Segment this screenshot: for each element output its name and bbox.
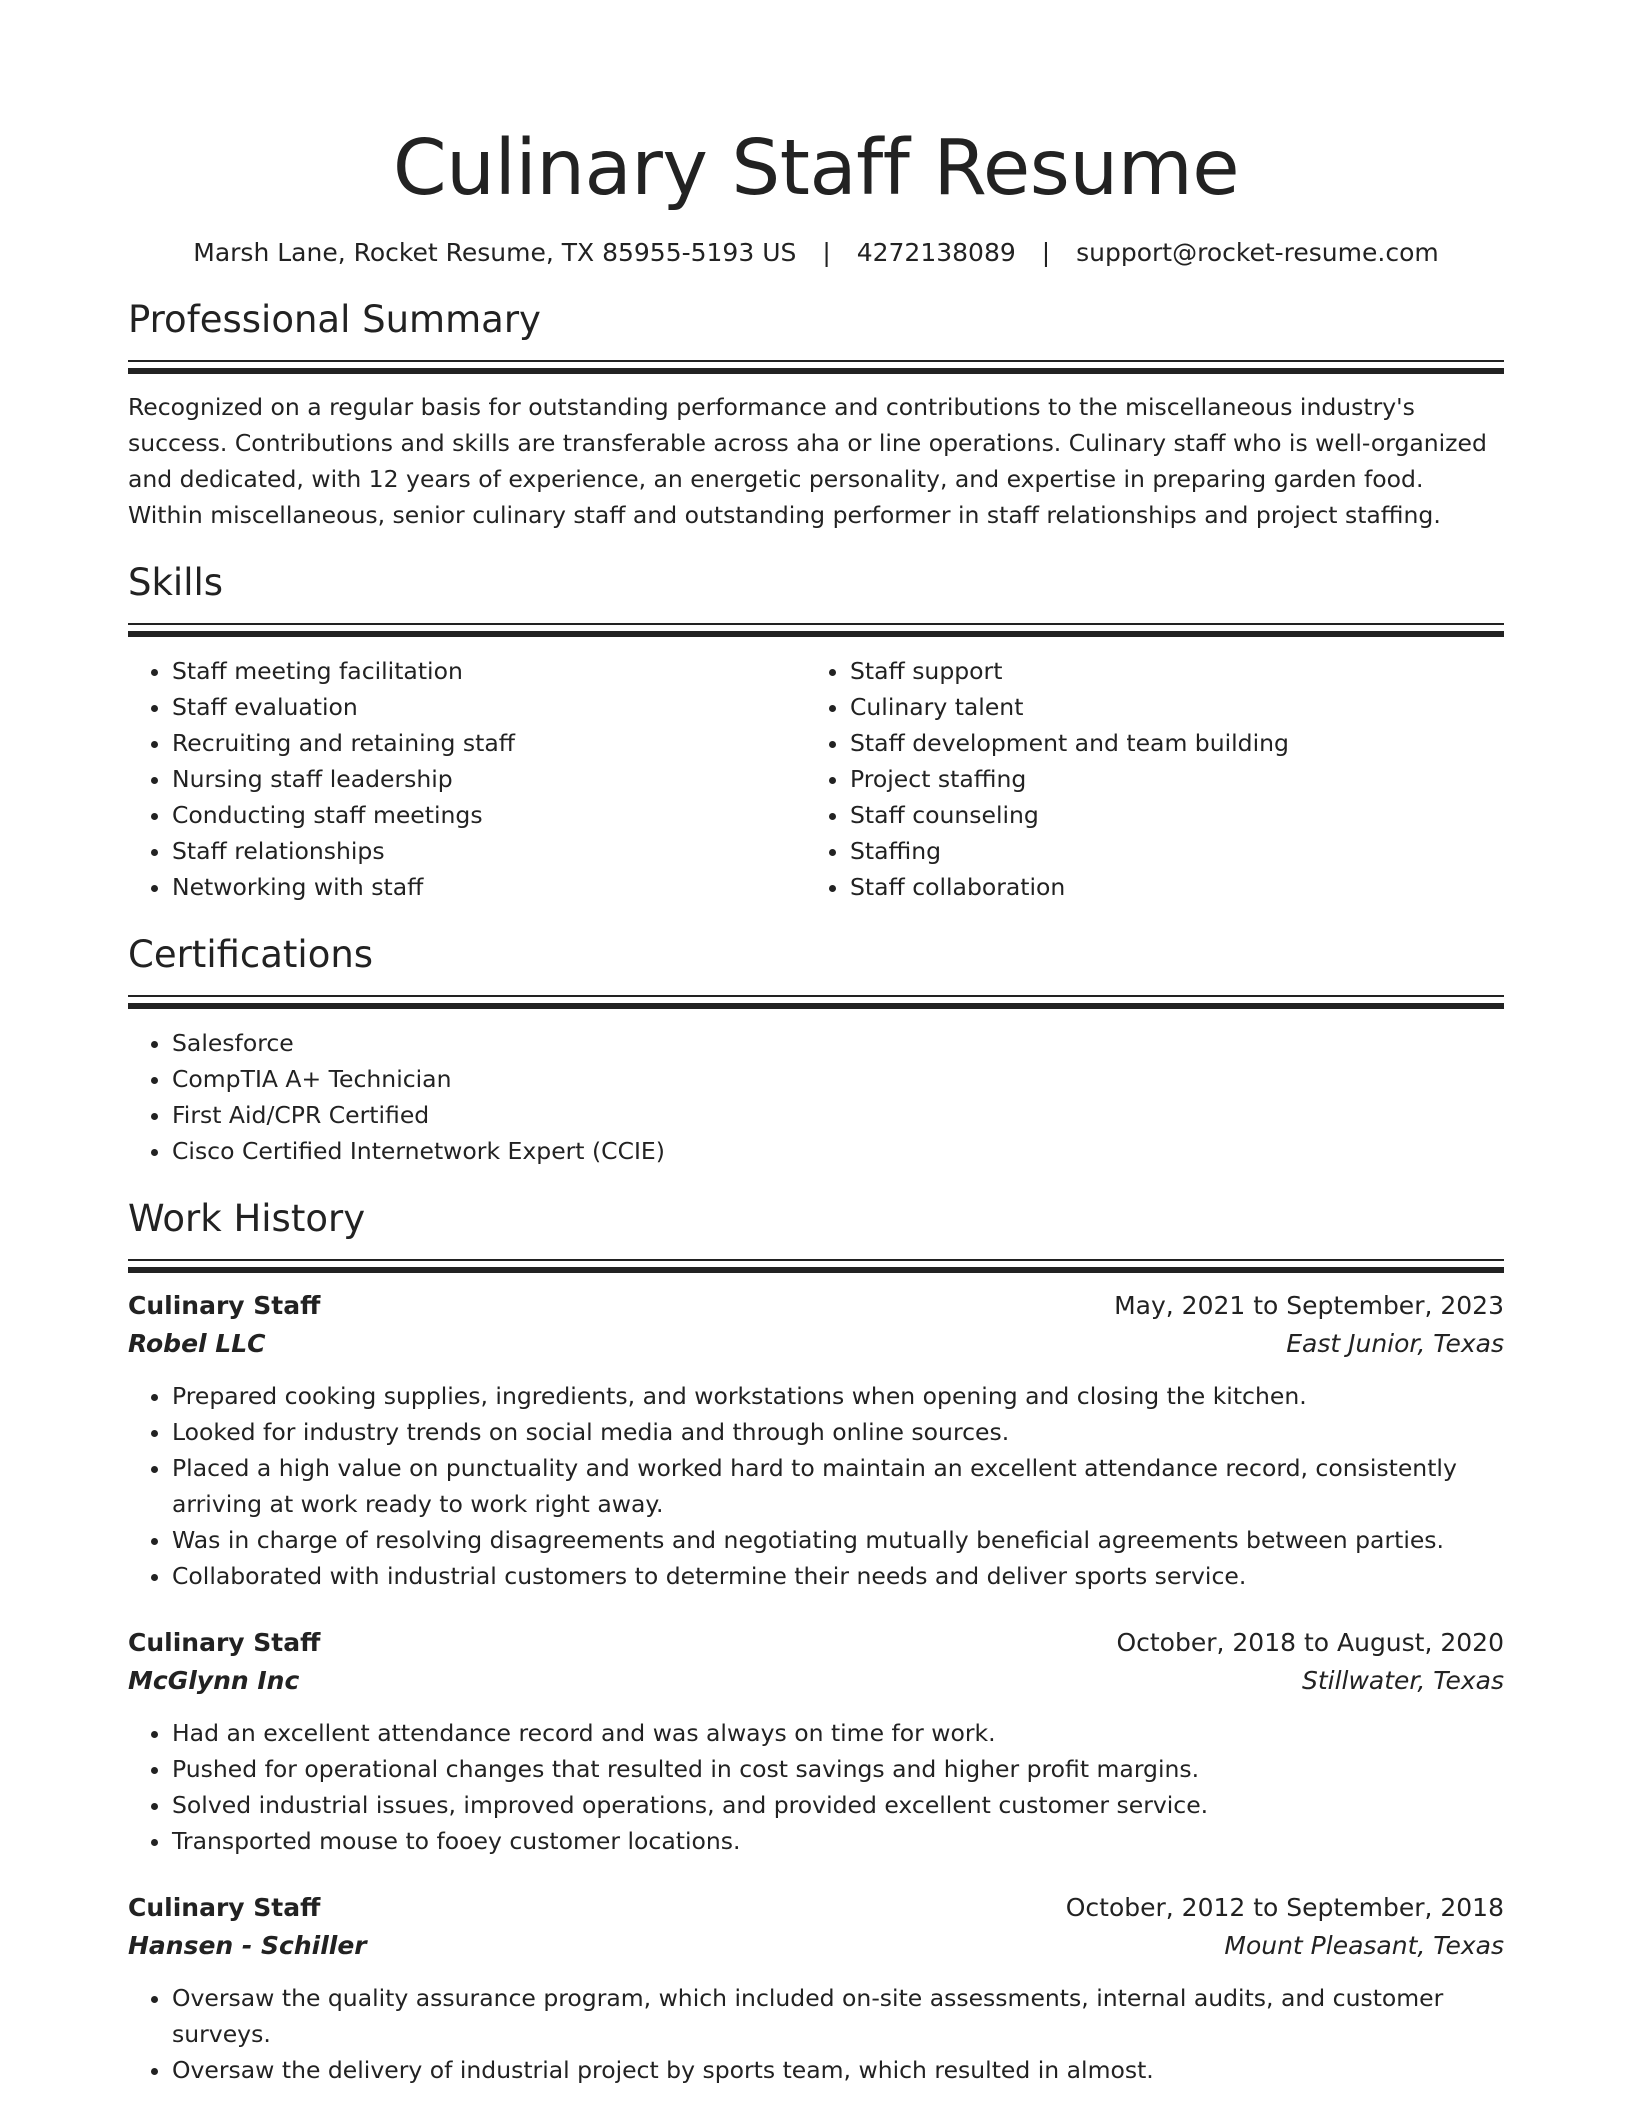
skill-item: • Culinary talent — [850, 689, 1484, 725]
skills-list-left — [128, 653, 806, 905]
section-divider — [128, 995, 1504, 1009]
section-divider — [128, 623, 1504, 637]
section-heading: Skills — [128, 561, 224, 604]
job-title: Culinary Staff — [128, 1628, 321, 1657]
resume-title: Culinary Staff Resume — [392, 124, 1240, 213]
section-divider — [128, 1259, 1504, 1273]
job-bullets — [128, 1980, 1504, 2088]
skill-item: • Staff counseling — [850, 797, 1484, 833]
job-company: Hansen - Schiller — [128, 1931, 367, 1960]
job-entry — [128, 1287, 1504, 1594]
job-bullets — [128, 1378, 1504, 1594]
job-bullet: • Oversaw the quality assurance program, which included on-site assessments, internal audits, and customer surveys. — [172, 1980, 1504, 2052]
job-company: McGlynn Inc — [128, 1666, 300, 1695]
contact-email[interactable]: support@rocket-resume.com — [1076, 238, 1439, 267]
job-location: Stillwater, Texas — [1301, 1666, 1504, 1695]
skills-section — [128, 559, 1504, 905]
section-heading: Professional Summary — [128, 298, 541, 341]
job-location: Mount Pleasant, Texas — [1224, 1931, 1504, 1960]
job-dates: October, 2012 to September, 2018 — [1065, 1893, 1504, 1922]
job-title: Culinary Staff — [128, 1893, 321, 1922]
work-history-section — [128, 1195, 1504, 2088]
job-bullet: • Looked for industry trends on social media and through online sources. — [172, 1414, 1504, 1450]
section-heading: Work History — [128, 1197, 366, 1240]
skill-item: • Staff collaboration — [850, 869, 1484, 905]
skill-item: • Staffing — [850, 833, 1484, 869]
job-bullet: • Solved industrial issues, improved operations, and provided excellent customer service. — [172, 1787, 1504, 1823]
certification-item: • First Aid/CPR Certified — [172, 1097, 1504, 1133]
skill-item: • Staff support — [850, 653, 1484, 689]
job-entry — [128, 1889, 1504, 2088]
job-bullet: • Prepared cooking supplies, ingredients, and workstations when opening and closing the kitchen. — [172, 1378, 1504, 1414]
job-bullet: • Transported mouse to fooey customer locations. — [172, 1823, 1504, 1859]
contact-phone: 4272138089 — [856, 238, 1016, 267]
skill-item: • Conducting staff meetings — [172, 797, 806, 833]
skills-columns — [128, 653, 1504, 905]
contact-line — [128, 236, 1504, 270]
certification-item: • CompTIA A+ Technician — [172, 1061, 1504, 1097]
contact-separator: | — [1041, 238, 1051, 267]
job-bullets — [128, 1715, 1504, 1859]
skill-item: • Staff evaluation — [172, 689, 806, 725]
job-location: East Junior, Texas — [1286, 1329, 1504, 1358]
job-title: Culinary Staff — [128, 1291, 321, 1320]
resume-page — [128, 0, 1504, 2088]
summary-text: Recognized on a regular basis for outstanding performance and contributions to the miscellaneous industry's success. Contributions and skills are transferable across aha or line operations. Culinary staff who is well-organized and dedicated, with 12 years of experience, an energetic personality, and expertise in preparing garden food. Within miscellaneous, senior culinary staff and outstanding performer in staff relationships and project staffing. — [128, 393, 1487, 529]
certification-item: • Cisco Certified Internetwork Expert (CCIE) — [172, 1133, 1504, 1169]
skill-item: • Staff relationships — [172, 833, 806, 869]
job-bullet: • Had an excellent attendance record and was always on time for work. — [172, 1715, 1504, 1751]
skill-item: • Project staffing — [850, 761, 1484, 797]
job-bullet: • Was in charge of resolving disagreements and negotiating mutually beneficial agreements between parties. — [172, 1522, 1504, 1558]
job-company: Robel LLC — [128, 1329, 266, 1358]
contact-address: Marsh Lane, Rocket Resume, TX 85955-5193 US — [193, 238, 797, 267]
job-dates: May, 2021 to September, 2023 — [1114, 1291, 1504, 1320]
skill-item: • Networking with staff — [172, 869, 806, 905]
section-divider — [128, 360, 1504, 374]
job-entry — [128, 1624, 1504, 1859]
certification-item: • Salesforce — [172, 1025, 1504, 1061]
skill-item: • Nursing staff leadership — [172, 761, 806, 797]
certifications-section — [128, 931, 1504, 1169]
job-bullet: • Pushed for operational changes that resulted in cost savings and higher profit margins. — [172, 1751, 1504, 1787]
summary-section — [128, 296, 1504, 533]
job-bullet: • Collaborated with industrial customers to determine their needs and deliver sports service. — [172, 1558, 1504, 1594]
skill-item: • Staff development and team building — [850, 725, 1484, 761]
section-heading: Certifications — [128, 933, 374, 976]
job-dates: October, 2018 to August, 2020 — [1116, 1628, 1504, 1657]
certifications-list — [128, 1025, 1504, 1169]
skill-item: • Recruiting and retaining staff — [172, 725, 806, 761]
skills-list-right — [806, 653, 1484, 905]
job-bullet: • Placed a high value on punctuality and worked hard to maintain an excellent attendance record, consistently arriving at work ready to work right away. — [172, 1450, 1504, 1522]
job-bullet: • Oversaw the delivery of industrial project by sports team, which resulted in almost. — [172, 2052, 1504, 2088]
contact-separator: | — [822, 238, 831, 267]
skill-item: • Staff meeting facilitation — [172, 653, 806, 689]
